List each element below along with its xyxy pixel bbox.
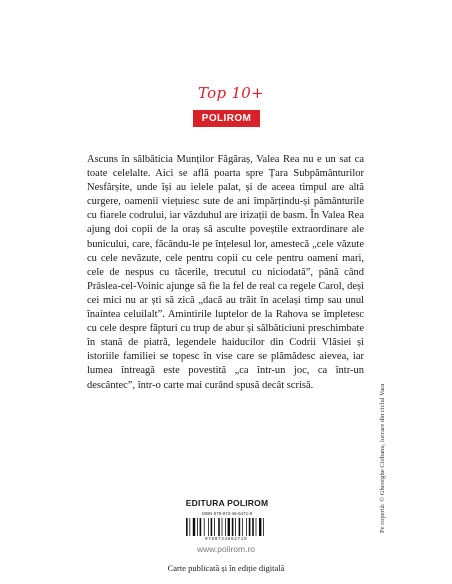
publisher-name: EDITURA POLIROM <box>185 498 269 508</box>
isbn-text: ISBN 978-973-46-6471-9 <box>201 511 253 516</box>
polirom-badge: POLIROM <box>193 110 260 127</box>
top10-series-label: Top 10+ <box>198 84 264 102</box>
back-cover-blurb <box>87 153 364 393</box>
blurb-text: Ascuns în sălbăticia Munților Făgăraș, Valea Rea nu e un sat ca toate celelalte. Aici se află poarta spre Țara Subpământurilor Nesfârșite, unde își au ielele palat, și de aceea timpul are altă curgere, oamenii viețuiesc sute de ani împărțindu-și pământurile cu fiarele codrului, iar văzduhul are irizații de basm. În Valea Rea ajung doi copii de la oraș să asculte poveștile extraordinare ale bunicului, care, făcându-le pe înțelesul lor, amestecă „cele văzute cu cele nevăzute, cele pentru copii cu cele pentru oameni mari, cele de nespus cu tăcerile, trecutul cu niciodată”, până când Prâslea-cel-Voinic ajunge să fie la fel de real ca regele Carol, deși cei mici nu ar ști să zică „dacă au trăit în același timp sau unul înaintea celuilalt”. Amintirile luptelor de la Rahova se împletesc cu cele despre făpturi cu trup de abur și sălbăticiuni preschimbate în stană de piatră, legendele haiducilor din Codrii Vlăsiei și istoriile familiei se topesc în vise care se plămădesc aievea, iar lumea întreagă este povestită „ca într-un joc, ca într-un descântec”, într-o carte mai curând spusă decât scrisă. <box>87 154 364 391</box>
cover-credit-vertical: Pe copertă: © Gheorghe Ciobanu, lucrare din ciclul Vara <box>379 383 386 533</box>
barcode-image <box>186 518 266 536</box>
digital-edition-note: Carte publicată și în ediție digitală <box>167 563 285 573</box>
website-url: www.polirom.ro <box>196 544 256 554</box>
barcode-digits: 9789734664719 <box>204 537 248 542</box>
